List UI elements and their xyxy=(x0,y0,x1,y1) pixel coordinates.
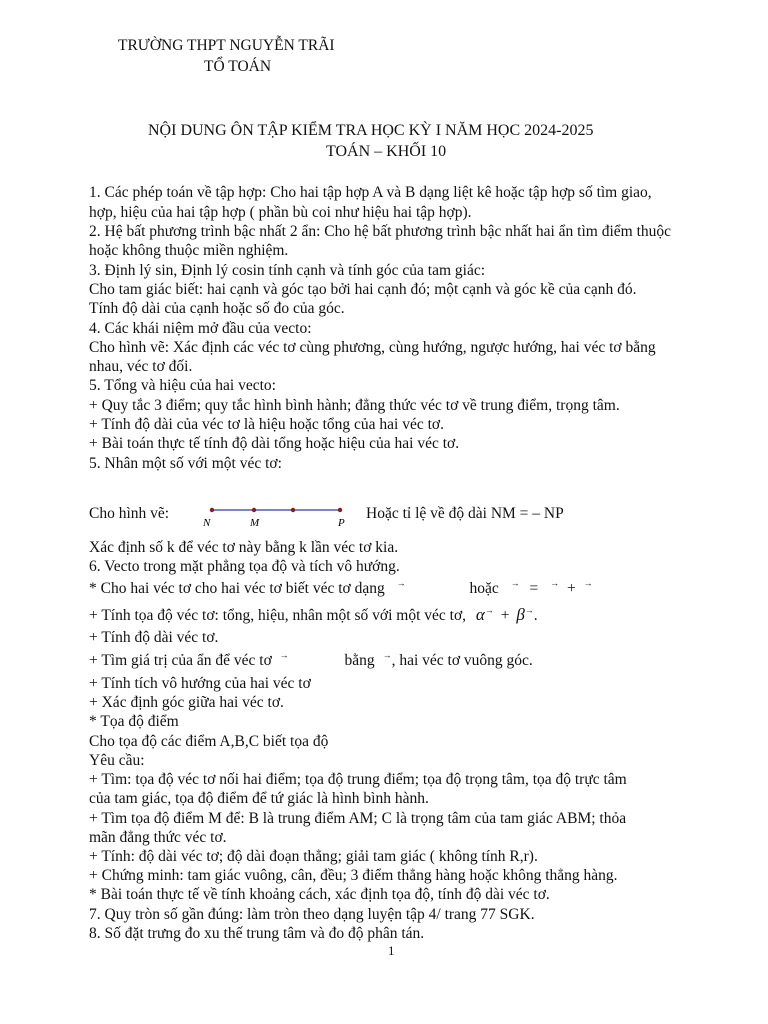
label-n: N xyxy=(203,517,211,529)
body-line: Tính độ dài của cạnh hoặc số đo của góc. xyxy=(89,300,345,317)
page-number: 1 xyxy=(388,943,395,958)
body-line: 5. Nhân một số với một véc tơ: xyxy=(89,455,282,472)
body-line: hoặc không thuộc miền nghiệm. xyxy=(89,242,289,259)
vector-arrow-icon: → xyxy=(550,578,560,588)
equal-to-text: bằng xyxy=(344,652,375,669)
body-line: 8. Số đặt trưng đo xu thế trung tâm và đo độ phân tán. xyxy=(89,925,425,942)
label-m: M xyxy=(250,517,260,529)
body-line: Yêu cầu: xyxy=(89,752,145,769)
body-line: Cho hình vẽ: Xác định các véc tơ cùng phương, cùng hướng, ngược hướng, hai véc tơ bằng xyxy=(89,339,656,356)
vector-arrow-icon: → xyxy=(484,605,494,615)
body-line: + Tính độ dài của véc tơ là hiệu hoặc tổng của hai véc tơ. xyxy=(89,416,444,433)
body-line: + Tìm: tọa độ véc tơ nối hai điểm; tọa độ trung điểm; tọa độ trọng tâm, tọa độ trực tâm xyxy=(89,771,627,788)
equals-sign: = xyxy=(529,580,539,597)
segment-figure xyxy=(203,500,346,530)
vector-arrow-icon: → xyxy=(583,578,593,588)
vector-arrow-icon: → xyxy=(279,650,289,660)
vector-arrow-icon: → xyxy=(396,578,406,588)
body-line: + Tìm tọa độ điểm M để: B là trung điểm AM; C là trọng tâm của tam giác ABM; thỏa xyxy=(89,810,627,827)
body-line: Cho tam giác biết: hai cạnh và góc tạo bởi hai cạnh đó; một cạnh và góc kề của cạnh đó. xyxy=(89,281,637,298)
document-title: NỘI DUNG ÔN TẬP KIỂM TRA HỌC KỲ I NĂM HỌC 2024-2025 xyxy=(148,122,594,139)
vector-form-text: * Cho hai véc tơ cho hai véc tơ biết véc tơ dạng xyxy=(89,580,385,597)
body-line: + Tính: độ dài véc tơ; độ dài đoạn thẳng; giải tam giác ( không tính R,r). xyxy=(89,848,538,865)
body-line: 2. Hệ bất phương trình bậc nhất 2 ẩn: Cho hệ bất phương trình bậc nhất hai ẩn tìm điểm thuộc xyxy=(89,223,672,240)
vector-arrow-icon: → xyxy=(524,605,534,615)
point-m xyxy=(252,508,256,512)
body-line: của tam giác, tọa độ điểm để tứ giác là hình bình hành. xyxy=(89,790,429,807)
perpendicular-text: , hai véc tơ vuông góc. xyxy=(391,652,533,669)
body-line: 5. Tổng và hiệu của hai vecto: xyxy=(89,377,276,394)
figure-label: Cho hình vẽ: xyxy=(89,505,170,522)
alpha-symbol: α xyxy=(475,605,485,624)
vector-form-line: * Cho hai véc tơ cho hai véc tơ biết véc tơ dạng → hoặc → = → + → xyxy=(89,578,593,597)
label-p: P xyxy=(338,517,345,529)
body-line: * Tọa độ điểm xyxy=(89,713,179,730)
linear-combination-text: + Tính tọa độ véc tơ: tổng, hiệu, nhân một số với một véc tơ, xyxy=(89,607,467,624)
body-line: + Tính độ dài véc tơ. xyxy=(89,629,219,646)
body-line: + Chứng minh: tam giác vuông, cân, đều; 3 điểm thẳng hàng hoặc không thẳng hàng. xyxy=(89,867,618,884)
school-name: TRƯỜNG THPT NGUYỄN TRÃI xyxy=(118,37,335,54)
body-line: Cho tọa độ các điểm A,B,C biết tọa độ xyxy=(89,733,329,750)
linear-combination-line: + Tính tọa độ véc tơ: tổng, hiệu, nhân một số với một véc tơ, α→ + β→. xyxy=(89,605,538,624)
find-unknown-text: + Tìm giá trị của ẩn để véc tơ xyxy=(89,652,272,669)
body-line: + Quy tắc 3 điểm; quy tắc hình bình hành; đẳng thức véc tơ về trung điểm, trọng tâm. xyxy=(89,397,620,414)
ratio-text: Hoặc tỉ lệ về độ dài NM = – NP xyxy=(366,505,564,522)
body-line: 4. Các khái niệm mở đầu của vecto: xyxy=(89,320,312,337)
document-subtitle: TOÁN – KHỐI 10 xyxy=(326,143,447,160)
body-line: 6. Vecto trong mặt phẳng tọa độ và tích vô hướng. xyxy=(89,558,400,575)
vector-arrow-icon: → xyxy=(382,650,392,660)
point-n xyxy=(210,508,214,512)
find-unknown-line xyxy=(89,652,533,671)
point-mid xyxy=(291,508,295,512)
body-line: nhau, véc tơ đối. xyxy=(89,358,193,375)
or-text: hoặc xyxy=(469,580,499,597)
body-line: 7. Quy tròn số gần đúng: làm tròn theo dạng luyện tập 4/ trang 77 SGK. xyxy=(89,906,535,923)
vector-arrow-icon: → xyxy=(510,578,520,588)
body-line: 1. Các phép toán về tập hợp: Cho hai tập hợp A và B dạng liệt kê hoặc tập hợp số tìm giao, xyxy=(89,184,652,201)
point-p xyxy=(338,508,342,512)
beta-symbol: β xyxy=(516,605,525,624)
body-line: hợp, hiệu của hai tập hợp ( phần bù coi như hiệu hai tập hợp). xyxy=(89,204,472,221)
body-line: mãn đẳng thức véc tơ. xyxy=(89,829,227,846)
body-line: Xác định số k để véc tơ này bằng k lần véc tơ kia. xyxy=(89,539,399,556)
body-line: * Bài toán thực tế về tính khoảng cách, xác định tọa độ, tính độ dài véc tơ. xyxy=(89,886,550,903)
body-line: + Tính tích vô hướng của hai véc tơ xyxy=(89,675,311,692)
body-line: + Xác định góc giữa hai véc tơ. xyxy=(89,694,284,711)
department-name: TỔ TOÁN xyxy=(204,58,272,75)
body-line: 3. Định lý sin, Định lý cosin tính cạnh và tính góc của tam giác: xyxy=(89,262,486,279)
body-line: + Bài toán thực tế tính độ dài tổng hoặc hiệu của hai véc tơ. xyxy=(89,435,460,452)
